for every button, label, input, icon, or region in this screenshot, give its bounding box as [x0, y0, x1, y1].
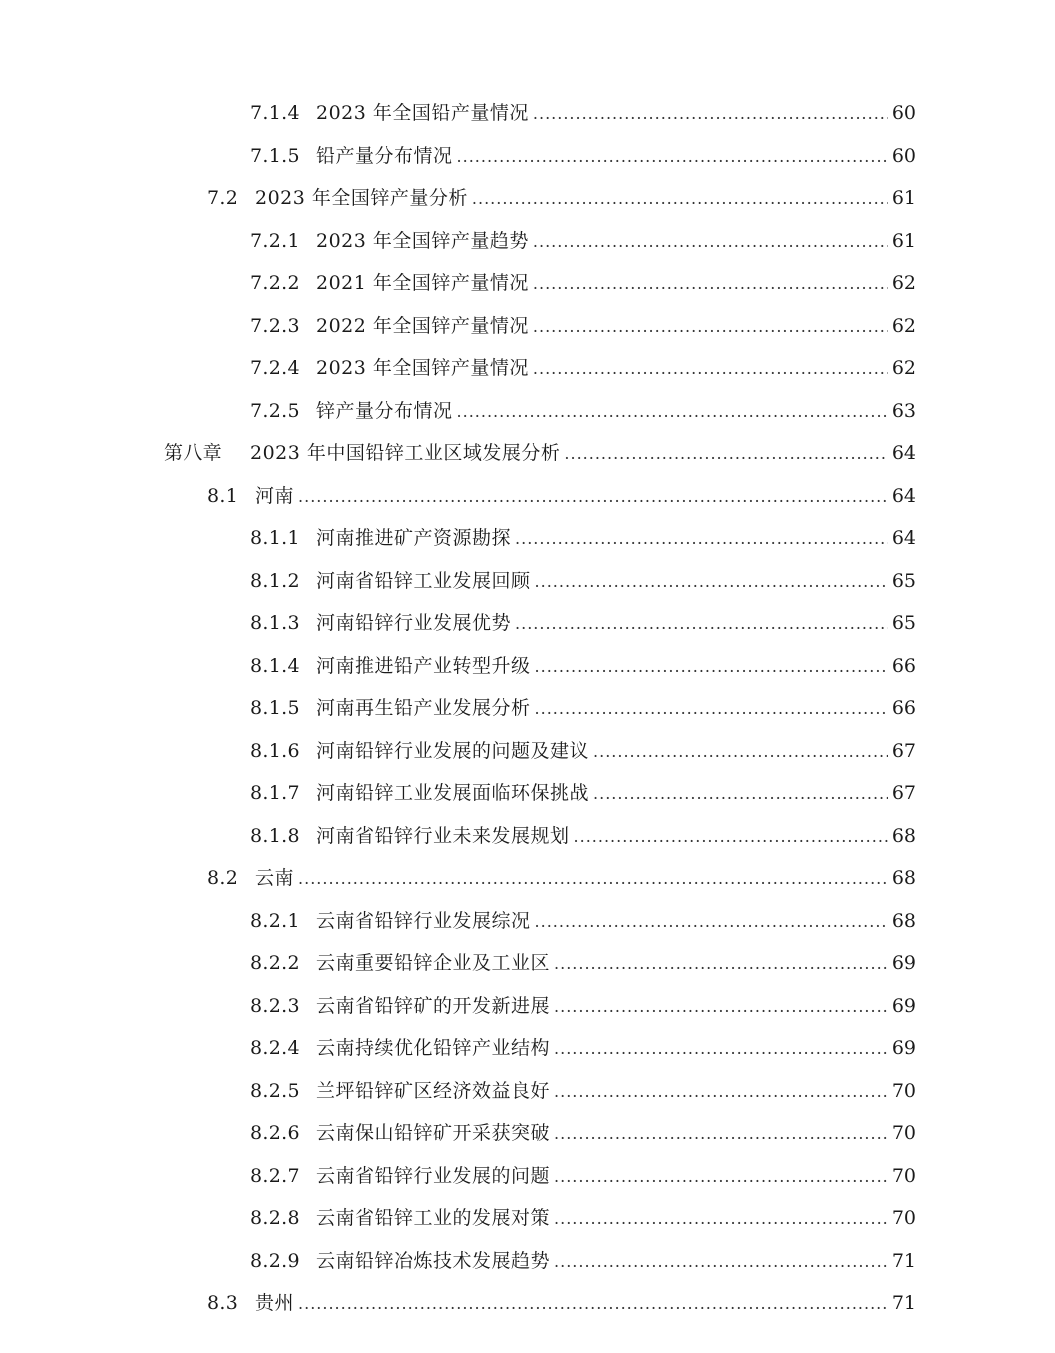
toc-dot-leader — [533, 221, 888, 264]
toc-entry[interactable] — [0, 602, 1055, 645]
toc-entry-number: 8.2.2 — [250, 952, 300, 974]
toc-entry-number: 8.2.1 — [250, 909, 300, 932]
toc-entry-number: 7.2.4 — [250, 357, 300, 379]
toc-entry[interactable] — [0, 1155, 1055, 1198]
toc-entry-number: 第八章 — [164, 442, 222, 464]
toc-entry-page: 64 — [891, 527, 916, 549]
toc-entry-number: 7.1.4 — [250, 102, 300, 124]
toc-entry-number: 8.2.8 — [250, 1207, 300, 1229]
toc-dot-leader — [574, 816, 888, 859]
toc-dot-leader — [298, 1283, 888, 1326]
toc-dot-leader — [593, 731, 888, 774]
toc-entry-title: 河南铅锌工业发展面临环保挑战 — [316, 782, 590, 804]
toc-entry[interactable] — [0, 220, 1055, 263]
toc-entry[interactable] — [0, 135, 1055, 178]
toc-entry-page: 65 — [891, 569, 916, 592]
toc-dot-leader — [298, 476, 888, 519]
toc-entry-number: 8.1.6 — [250, 739, 300, 762]
toc-entry-title: 云南持续优化铅锌产业结构 — [316, 1037, 551, 1059]
toc-dot-leader — [533, 263, 888, 306]
toc-dot-leader — [535, 561, 888, 604]
toc-entry[interactable] — [0, 1197, 1055, 1240]
toc-entry[interactable] — [0, 475, 1055, 518]
toc-entry-title: 2023 年全国锌产量趋势 — [316, 229, 529, 252]
toc-entry-page: 66 — [891, 654, 916, 677]
toc-entry-title: 云南重要铅锌企业及工业区 — [316, 952, 551, 974]
toc-entry-title: 贵州 — [255, 1292, 295, 1314]
toc-entry-title: 云南省铅锌矿的开发新进展 — [316, 994, 551, 1017]
toc-dot-leader — [554, 1198, 888, 1241]
toc-entry[interactable] — [0, 305, 1055, 348]
toc-entry-number: 8.1.4 — [250, 654, 300, 677]
toc-dot-leader — [554, 943, 888, 986]
toc-entry[interactable] — [0, 1112, 1055, 1155]
toc-entry-page: 60 — [891, 102, 916, 124]
toc-dot-leader — [554, 1241, 888, 1284]
toc-entry-page: 64 — [891, 442, 916, 464]
toc-entry-title: 2023 年全国锌产量情况 — [316, 357, 529, 379]
toc-entry-page: 68 — [891, 824, 916, 847]
toc-entry-number: 7.1.5 — [250, 144, 300, 167]
toc-dot-leader — [554, 1156, 888, 1199]
toc-entry-number: 8.2 — [207, 867, 239, 889]
toc-dot-leader — [535, 688, 888, 731]
toc-entry-page: 71 — [891, 1292, 916, 1314]
toc-entry[interactable] — [0, 177, 1055, 220]
toc-entry-number: 8.2.7 — [250, 1164, 300, 1187]
toc-dot-leader — [533, 93, 888, 136]
toc-entry-title: 2022 年全国锌产量情况 — [316, 314, 529, 337]
toc-entry-number: 7.2.1 — [250, 229, 300, 252]
toc-entry-title: 云南保山铅锌矿开采获突破 — [316, 1122, 551, 1144]
toc-entry-page: 61 — [891, 187, 916, 209]
toc-entry-number: 8.1.3 — [250, 612, 300, 634]
toc-entry-title: 河南省铅锌行业未来发展规划 — [316, 824, 570, 847]
toc-entry[interactable] — [0, 390, 1055, 433]
toc-entry-page: 69 — [891, 1037, 916, 1059]
toc-entry-title: 河南推进矿产资源勘探 — [316, 527, 512, 549]
toc-dot-leader — [533, 306, 888, 349]
toc-entry-page: 62 — [891, 272, 916, 294]
toc-entry-title: 云南 — [255, 867, 295, 889]
toc-entry-page: 67 — [891, 739, 916, 762]
toc-entry-title: 河南 — [255, 484, 295, 507]
toc-entry-number: 8.1 — [207, 484, 239, 507]
toc-entry-title: 河南铅锌行业发展优势 — [316, 612, 512, 634]
toc-entry-number: 8.3 — [207, 1292, 239, 1314]
toc-entry-page: 62 — [891, 314, 916, 337]
toc-dot-leader — [554, 1113, 888, 1156]
toc-entry-number: 7.2.2 — [250, 272, 300, 294]
toc-entry-page: 62 — [891, 357, 916, 379]
toc-entry-number: 7.2.3 — [250, 314, 300, 337]
toc-entry-title: 河南省铅锌工业发展回顾 — [316, 569, 531, 592]
toc-entry[interactable] — [0, 517, 1055, 560]
toc-entry-page: 70 — [891, 1207, 916, 1229]
toc-entry[interactable] — [0, 730, 1055, 773]
toc-entry[interactable] — [0, 687, 1055, 730]
toc-entry-title: 云南省铅锌工业的发展对策 — [316, 1207, 551, 1229]
toc-entry[interactable] — [0, 560, 1055, 603]
toc-entry-title: 锌产量分布情况 — [316, 399, 453, 422]
toc-entry[interactable] — [0, 432, 1055, 475]
toc-entry[interactable] — [0, 262, 1055, 305]
toc-entry-title: 2021 年全国锌产量情况 — [316, 272, 529, 294]
toc-entry[interactable] — [0, 645, 1055, 688]
toc-entry-number: 8.2.4 — [250, 1037, 300, 1059]
toc-entry-page: 64 — [891, 484, 916, 507]
toc-dot-leader — [457, 391, 888, 434]
toc-dot-leader — [535, 646, 888, 689]
toc-entry[interactable] — [0, 92, 1055, 135]
toc-entry[interactable] — [0, 985, 1055, 1028]
toc-entry-title: 2023 年中国铅锌工业区域发展分析 — [250, 442, 561, 464]
toc-entry-title: 云南省铅锌行业发展综况 — [316, 909, 531, 932]
toc-entry[interactable] — [0, 942, 1055, 985]
toc-dot-leader — [472, 178, 888, 221]
toc-entry-page: 71 — [891, 1249, 916, 1272]
toc-entry-title: 2023 年全国锌产量分析 — [255, 187, 468, 209]
toc-dot-leader — [298, 858, 888, 901]
toc-entry-page: 61 — [891, 229, 916, 252]
toc-entry-title: 兰坪铅锌矿区经济效益良好 — [316, 1079, 551, 1102]
toc-entry[interactable] — [0, 1240, 1055, 1283]
toc-entry-number: 8.2.3 — [250, 994, 300, 1017]
toc-entry[interactable] — [0, 347, 1055, 390]
toc-entry-number: 8.2.6 — [250, 1122, 300, 1144]
toc-dot-leader — [554, 1028, 888, 1071]
toc-entry[interactable] — [0, 772, 1055, 815]
toc-dot-leader — [533, 348, 888, 391]
toc-entry-title: 云南铅锌冶炼技术发展趋势 — [316, 1249, 551, 1272]
toc-entry[interactable] — [0, 1282, 1055, 1325]
toc-entry[interactable] — [0, 815, 1055, 858]
toc-entry-title: 2023 年全国铅产量情况 — [316, 102, 529, 124]
toc-entry[interactable] — [0, 900, 1055, 943]
toc-entry-page: 68 — [891, 909, 916, 932]
toc-dot-leader — [554, 986, 888, 1029]
toc-entry-page: 65 — [891, 612, 916, 634]
toc-dot-leader — [554, 1071, 888, 1114]
toc-entry-number: 7.2.5 — [250, 399, 300, 422]
toc-entry[interactable] — [0, 1027, 1055, 1070]
toc-entry-number: 8.1.1 — [250, 527, 300, 549]
toc-entry-title: 云南省铅锌行业发展的问题 — [316, 1164, 551, 1187]
toc-entry-number: 8.2.5 — [250, 1079, 300, 1102]
toc-entry[interactable] — [0, 1070, 1055, 1113]
toc-entry-number: 7.2 — [207, 187, 239, 209]
toc-entry-number: 8.1.7 — [250, 782, 300, 804]
toc-entry-page: 70 — [891, 1122, 916, 1144]
toc-entry-page: 68 — [891, 867, 916, 889]
toc-entry-title: 河南再生铅产业发展分析 — [316, 697, 531, 719]
toc-entry-page: 69 — [891, 952, 916, 974]
toc-entry-number: 8.2.9 — [250, 1249, 300, 1272]
toc-entry[interactable] — [0, 857, 1055, 900]
toc-entry-page: 60 — [891, 144, 916, 167]
toc-entry-page: 69 — [891, 994, 916, 1017]
toc-dot-leader — [564, 433, 887, 476]
toc-entry-page: 70 — [891, 1164, 916, 1187]
toc-entry-number: 8.1.5 — [250, 697, 300, 719]
toc-dot-leader — [515, 518, 888, 561]
toc-dot-leader — [535, 901, 888, 944]
toc-entry-title: 河南铅锌行业发展的问题及建议 — [316, 739, 590, 762]
toc-dot-leader — [515, 603, 888, 646]
toc-entry-number: 8.1.8 — [250, 824, 300, 847]
toc-entry-page: 70 — [891, 1079, 916, 1102]
toc-entry-title: 河南推进铅产业转型升级 — [316, 654, 531, 677]
toc-dot-leader — [593, 773, 888, 816]
toc-entry-title: 铅产量分布情况 — [316, 144, 453, 167]
table-of-contents — [0, 92, 1055, 1325]
toc-entry-page: 63 — [891, 399, 916, 422]
toc-entry-page: 66 — [891, 697, 916, 719]
toc-entry-number: 8.1.2 — [250, 569, 300, 592]
toc-entry-page: 67 — [891, 782, 916, 804]
toc-dot-leader — [457, 136, 888, 179]
